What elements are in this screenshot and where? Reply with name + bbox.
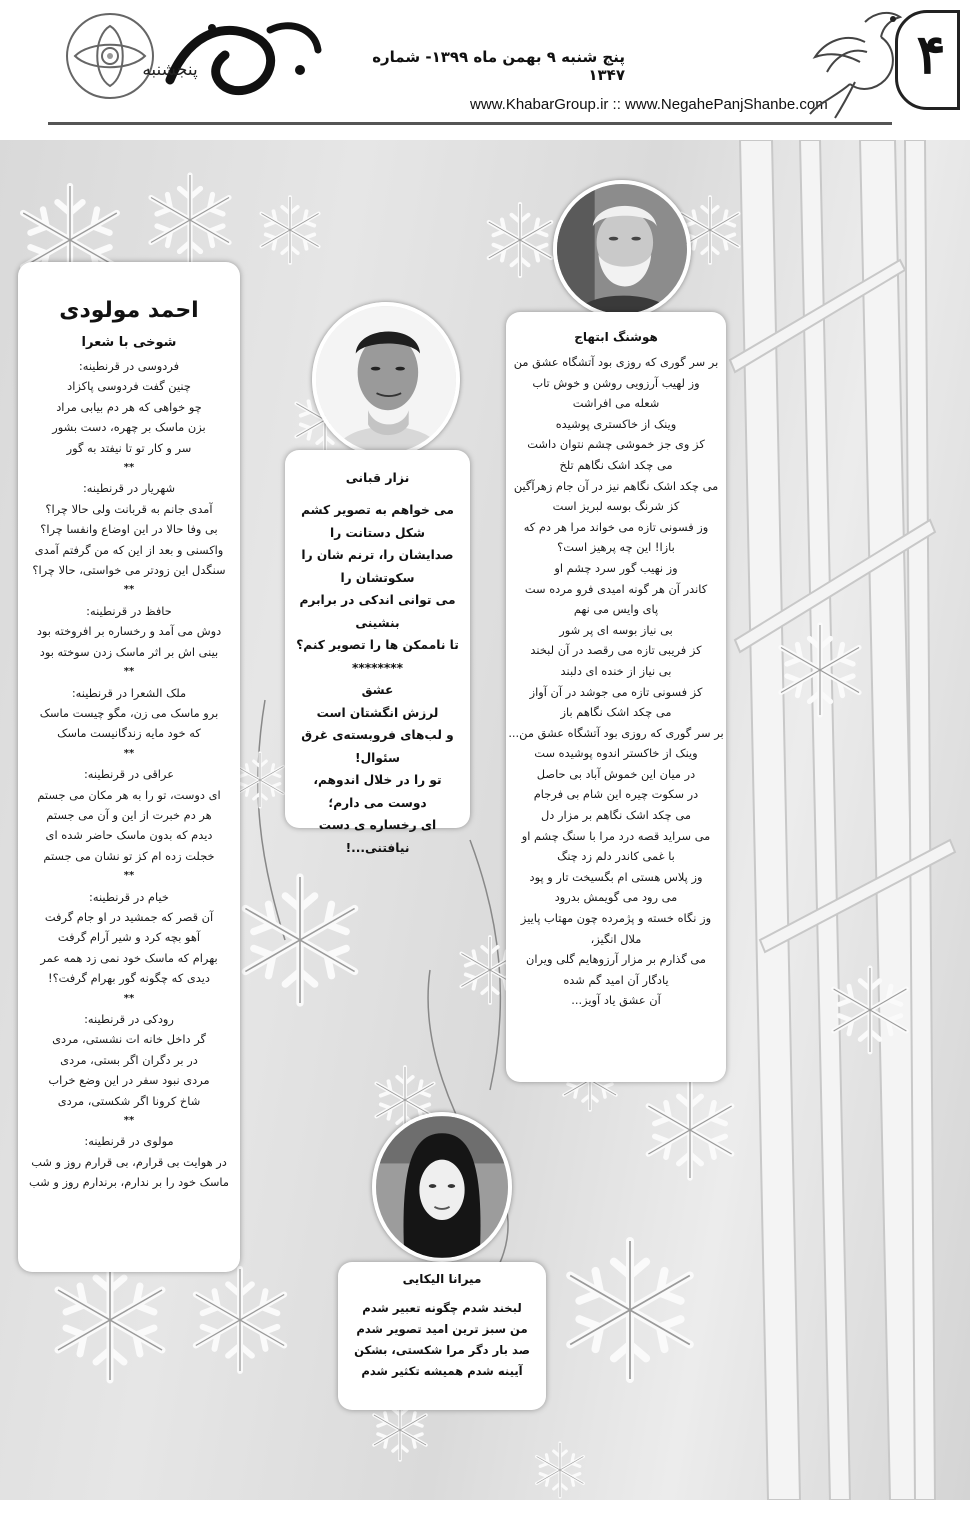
poem-line: در هوایت بی قرارم، بی قرارم روز و شب [31,1154,227,1169]
poem-line: در میان این خموش آباد بی حاصل [536,766,696,781]
stanza-separator: ** [123,584,135,596]
poem-line: دوش می آمد و رخساره بر افروخته بود [36,624,222,639]
poem-line: آمدی جانم به قربانت ولی حالا چرا؟ [45,501,213,516]
portrait-old-man-icon [557,184,687,314]
poem-line: شکل دستانت را [330,525,425,540]
poem-line: کز فریبی تازه می رقصد در آن لبخند [530,643,702,658]
poem-line: فردوسی در قرنطینه: [78,359,180,373]
poem-line: لبخند شدم چگونه تعبیر شدم [362,1301,522,1315]
poet-name-mowloodi: احمد مولودی [59,298,199,323]
poem-line: شاخ کرونا اگر شکستی، مردی [57,1093,201,1108]
poem-line: پای وایس می نهم [573,602,659,617]
poem-line: سنگدل این زودتر می خواستی، حالا چرا؟ [32,563,226,578]
poet-name-elikaei: میرانا الیکایی [402,1272,482,1286]
poem-line: بینی اش بر اثر ماسک زدن سوخته بود [39,644,219,659]
website-urls[interactable]: www.KhabarGroup.ir :: www.NegahePanjShanbe.com [470,96,828,113]
stanza-separator: ** [123,1115,135,1127]
poem-line: مردی نبود سفر در این وضع خراب [48,1073,210,1088]
arabesque-ornament-icon [55,6,165,106]
portrait-elikaei [372,1112,512,1262]
page-header [0,0,970,140]
poem-line: کز وی جز خموشی چشم نتوان داشت [527,437,705,452]
poem-line: مولوی در قرنطینه: [84,1134,174,1149]
poem-title-mowloodi: شوخی با شعرا [81,335,177,350]
poem-panel-mowloodi [18,262,240,1272]
poem-line: کز فسونی تازه می جوشد در آن آواز [529,684,703,699]
poem-line: ملک الشعرا در قرنطینه: [71,685,187,700]
portrait-qabbani [312,302,460,457]
poem-line: آهو بچه کرد و شیر آرام گرفت [57,930,201,945]
portrait-ebtehaj [553,180,691,318]
poem-line: لرزش انگشتان است [316,705,439,720]
poem-line: خجلت زده ام کز تو نشان می جستم [43,848,215,863]
poem-line: وز نگاه خسته و پژمرده چون مهتاب پاییز [520,911,712,926]
poem-line: شعله می افراشت [572,396,660,411]
poem-line: یادگار آن امید گم شده [563,972,669,987]
poem-line: وز نهیب گور سرد چشم او [554,560,678,575]
poem-line: می چکد اشک نگاهم تلخ [559,457,673,472]
poem-line: دوست می دارم؛ [328,795,427,810]
poem-line: شهریار در قرنطینه: [82,481,176,496]
poem-line: صدایشان را، ترنم شان را [301,548,454,562]
poem-line: رودکی در قرنطینه: [84,1012,174,1026]
poem-line: کاندر آن هر گونه امیدی فرو مرده ست [524,581,708,596]
poem-line: دیدم که بدون ماسک حاضر شده ای [45,828,213,843]
poem-body-elikaei [338,1298,546,1382]
poem-line: می گذارم بر مزار آرزوهایم گلی ویران [525,952,706,967]
poem-line: ای دوست، تو را به هر مکان می جستم [37,787,221,802]
poem-line: من سبز ترین امید تصویر شدم [356,1322,528,1336]
poem-line: وینک از خاکستری پوشیده [555,416,677,431]
poem-line: تا ناممکن ها را تصویر کنم؟ [296,638,459,652]
poem-line: می خواهم به تصویر کشم [301,503,454,517]
poem-line: وینک از خاکستر اندوه پوشیده ست [534,746,698,761]
poem-body-ebtehaj [506,352,726,1011]
header-divider [48,122,892,125]
stanza-separator: ** [123,992,135,1004]
poem-line: تو را در خلال اندوهم، [313,773,442,787]
poem-line: بی وفا حالا در این اوضاع وانفسا چرا؟ [40,522,218,537]
poem-body-mowloodi [18,356,240,1193]
poem-line: که خود مایه زندگانیست ماسک [57,726,201,741]
poem-line: با غمی کاندر دلم زد چنگ [557,849,675,864]
poem-line: دیدی که چگونه گور بهرام گرفت؟! [48,971,210,986]
poem-line: می چکد اشک نگاهم بر مزار دل [541,808,691,823]
poem-line: بازا! این چه پرهیز است؟ [557,540,675,555]
poem-line: بهرام که ماسک خود نمی زد همه عمر [40,950,218,965]
poem-line: می چکد اشک نگاهم نیز در آن جام زهرآگین [513,478,719,493]
poem-line: بر سر گوری که روزی بود آتشگاه عشق من [513,355,719,369]
poem-line: ای رخساره ی دست نیافتنی...! [318,818,437,855]
poem-line: بی نیاز بوسه ای پر شور [559,622,673,637]
poem-line: می رود می گویمش بدرود [554,890,678,905]
poem-line: می سراید قصه درد مرا با سنگ چشم او [521,828,711,843]
poem-line: ملال انگیز، [590,931,642,946]
poem-body-qabbani [285,499,470,859]
poem-panel-elikaei [338,1262,546,1410]
poem-line: بی نیاز از خنده ای دلبند [560,663,672,678]
poem-line: در بر دگران اگر بستی، مردی [60,1052,198,1067]
masthead-subtitle: پنجشنبه [142,60,198,80]
poem-line: سر و کار تو تا نیفتد به گور [66,440,192,455]
poem-line: حافظ در قرنطینه: [86,603,172,618]
poem-line: آن قصر که جمشید در او جام گرفت [44,909,214,924]
poem-line: سکوتشان را [340,570,415,585]
portrait-man-icon [316,306,456,453]
poet-name-qabbani: نزار قبانی [345,470,410,485]
poem-line: می توانی اندکی در برابرم بنشینی [299,593,456,630]
poem-line: کز شرنگ بوسه لبریز است [552,499,680,514]
issue-date-line: پنج شنبه ۹ بهمن ماه ۱۳۹۹- شماره ۱۳۴۷ [372,48,625,84]
poem-line: بزن ماسک بر چهره، دست بشور [52,420,206,435]
poem-line: آیینه شدم همیشه تکثیر شدم [361,1364,523,1378]
poem-line: برو ماسک می زن، مگو چیست ماسک [39,705,219,720]
poem-line: عراقی در قرنطینه: [83,767,175,782]
poem-line: وز پلاس هستی ام بگسیخت تار و پود [529,869,703,884]
poem-panel-ebtehaj [506,312,726,1082]
poem-line: در سکوت چیره این شام بی فرجام [533,787,699,802]
poem-line: خیام در قرنطینه: [89,889,169,904]
poem-panel-qabbani [285,450,470,855]
poem-line: وز لهیب آرزویی روشن و خوش تاب [532,375,700,390]
poem-line: عشق [361,683,394,697]
poem-line: آن عشق یاد آویز... [571,993,661,1008]
poem-line: چنین گفت فردوسی پاکزاد [67,379,191,394]
poem-line: هر دم خبرت از این و آن می جستم [46,807,212,822]
poem-line: وز فسونی تازه می خواند مرا هر دم که [523,519,709,534]
page-number: ۴ [916,22,946,86]
poem-line: ماسک خود را بر ندارم، برندارم روز و شب [29,1175,229,1190]
portrait-woman-icon [376,1116,508,1258]
stanza-separator: ** [123,870,135,882]
stanza-separator: ** [123,747,135,759]
poem-line: گر داخل خانه ات نشستی، مردی [52,1032,206,1047]
poem-line: صد بار دگر مرا شکستی، بشکن [354,1343,530,1357]
poem-line: چو خواهی که هر دم بیابی مراد [56,399,202,414]
poem-line: بر سر گوری که روزی بود آتشگاه عشق من... [508,725,724,740]
poem-line: واکسنی و بعد از این که من گرفتم آمدی [34,542,224,557]
stanza-separator: ** [123,666,135,678]
poem-line: می چکد اشک نگاهم باز [560,705,672,720]
poem-line: و لب‌های فروبسته‌ی غرق سئوال! [301,728,454,765]
stanza-separator: ******** [352,660,403,675]
stanza-separator: ** [123,462,135,474]
poet-name-ebtehaj: هوشنگ ابتهاج [574,330,658,344]
